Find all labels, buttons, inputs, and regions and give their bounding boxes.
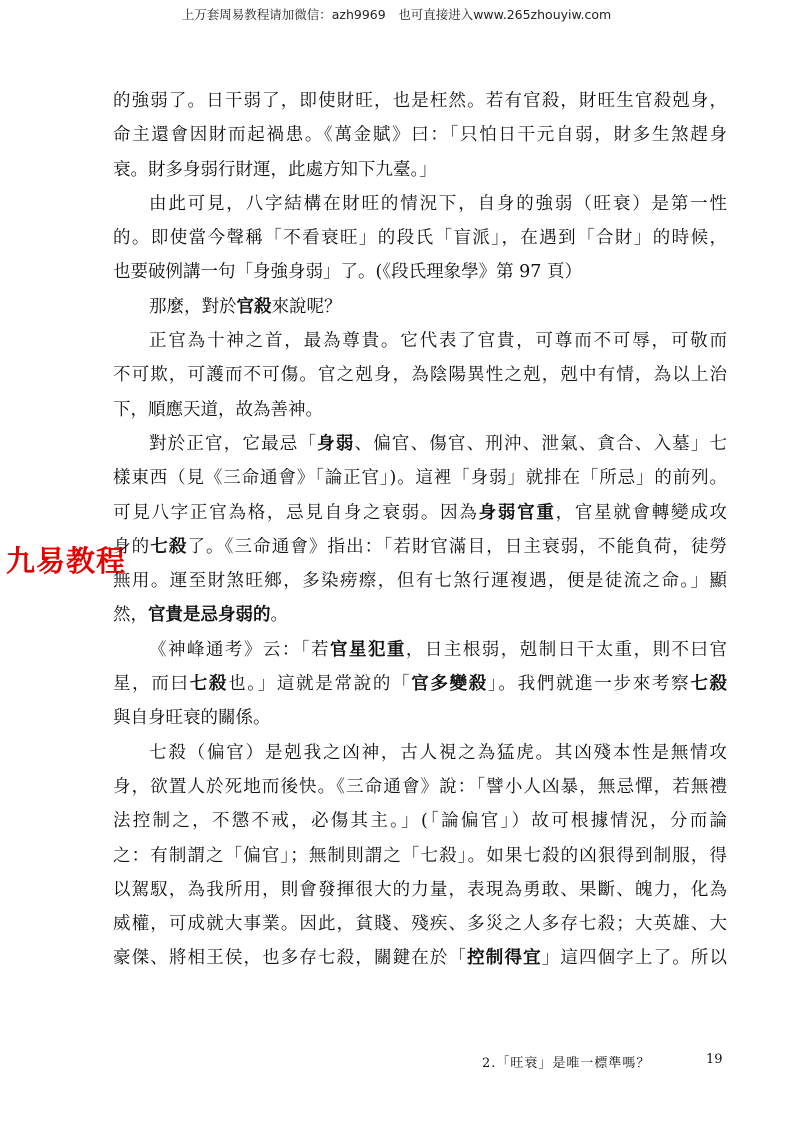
text-line: [113, 530, 727, 564]
text-run: 了。《三命通會》指出：「若財官滿目，日主衰弱，不能負荷，徒勞: [187, 536, 727, 557]
text-line: 之：有制謂之「偏官」；無制則謂之「七殺」。如果七殺的凶狠得到制服，得: [113, 845, 727, 866]
text-line: 由此可見，八字結構在財旺的情況下，自身的強弱（旺衰）是第一性: [149, 193, 727, 214]
text-line: 威權，可成就大事業。因此，貧賤、殘疾、多災之人多存七殺；大英雄、大: [113, 914, 727, 935]
text-run: 星，而曰: [113, 674, 190, 695]
emphasis: 官多變殺: [411, 674, 488, 695]
text-line: 身，欲置人於死地而後快。《三命通會》說：「譬小人凶暴，無忌憚，若無禮: [113, 776, 727, 797]
text-line: [113, 941, 727, 975]
page-header-ad: 上万套周易教程请加微信：azh9969 也可直接进入www.265zhouyiw.com: [181, 7, 612, 22]
text-line: 下，順應天道，故為善神。: [113, 399, 323, 420]
text-run: 豪傑、將相王侯，也多存七殺，關鍵在於「: [113, 948, 468, 969]
text-run: ，官星就會轉變成攻: [555, 502, 727, 523]
text-run: 對於正官，它最忌「: [149, 433, 318, 454]
text-line: 衰。財多身弱行財運，此處方知下九臺。」: [113, 159, 437, 180]
page-body: [113, 84, 727, 976]
text-line: 不可欺，可護而不可傷。官之剋身，為陰陽異性之剋，剋中有情，為以上治: [113, 365, 727, 386]
text-line: [113, 290, 727, 324]
text-line: 以駕馭，為我所用，則會發揮很大的力量，表現為勇敢、果斷、魄力，化為: [113, 879, 727, 900]
text-line: 的強弱了。日干弱了，即使財旺，也是枉然。若有官殺，財旺生官殺剋身，: [113, 91, 727, 111]
text-run: 可見八字正官為格，忌見自身之衰弱。因為: [113, 502, 479, 523]
watermark-logo: 九易教程: [6, 544, 127, 578]
text-line: [113, 598, 727, 632]
text-line: 法控制之，不懲不戒，必傷其主。」(「論偏官」）故可根據情況，分而論: [113, 811, 727, 832]
text-run: 」。我們就進一步來考察: [488, 674, 691, 695]
text-line: 的。即使當今聲稱「不看衰旺」的段氏「盲派」，在遇到「合財」的時候，: [113, 228, 727, 249]
emphasis: 七殺: [189, 674, 229, 695]
emphasis: 控制得宜: [467, 948, 542, 969]
text-run: 《神峰通考》云：「若: [149, 639, 330, 660]
text-line: 無用。運至財煞旺鄉，多染痨瘵，但有七煞行運複遇，便是徒流之命。」顯: [113, 571, 727, 592]
text-run: 身的: [113, 536, 151, 557]
text-line: [113, 633, 727, 667]
text-run: 。: [270, 605, 288, 626]
text-run: 來說呢？: [271, 296, 342, 317]
text-line: 正官為十神之首，最為尊貴。它代表了官貴，可尊而不可辱，可敬而: [149, 331, 727, 352]
emphasis: 官星犯重: [330, 639, 406, 660]
emphasis: 官殺: [236, 296, 272, 317]
text-line: [113, 496, 727, 530]
emphasis: 七殺: [150, 536, 188, 557]
text-run: 也。」這就是常說的「: [228, 674, 412, 695]
text-line: 與自身旺衰的關係。: [113, 708, 271, 729]
emphasis: 七殺: [690, 674, 727, 695]
text-line: 七殺（偏官）是剋我之凶神，古人視之為猛虎。其凶殘本性是無情攻: [149, 742, 727, 763]
text-line: [113, 427, 727, 461]
text-run: 那麼，對於: [149, 296, 237, 317]
chapter-title: 2.「旺衰」是唯一標準嗎？: [482, 1056, 651, 1071]
emphasis: 身弱: [317, 433, 355, 454]
emphasis: 官貴是忌身弱的: [148, 605, 271, 626]
text-run: ，日主根弱，剋制日干太重，則不曰官: [405, 639, 727, 660]
text-line: 樣東西（見《三命通會》「論正官」)。這裡「身弱」就排在「所忌」的前列。: [113, 468, 727, 489]
text-run: 」這四個字上了。所以: [541, 948, 727, 969]
text-line: [113, 667, 727, 701]
text-run: 、偏官、傷官、刑沖、泄氣、貪合、入墓」七: [354, 433, 727, 454]
text-run: 然，: [113, 605, 148, 626]
page-number: 19: [706, 1052, 723, 1067]
text-line: 也要破例講一句「身強身弱」了。(《段氏理象學》第 97 頁）: [113, 262, 582, 283]
text-line: 命主還會因財而起禍患。《萬金賦》曰：「只怕日干元自弱，財多生煞趕身: [113, 125, 727, 146]
emphasis: 身弱官重: [478, 502, 556, 523]
